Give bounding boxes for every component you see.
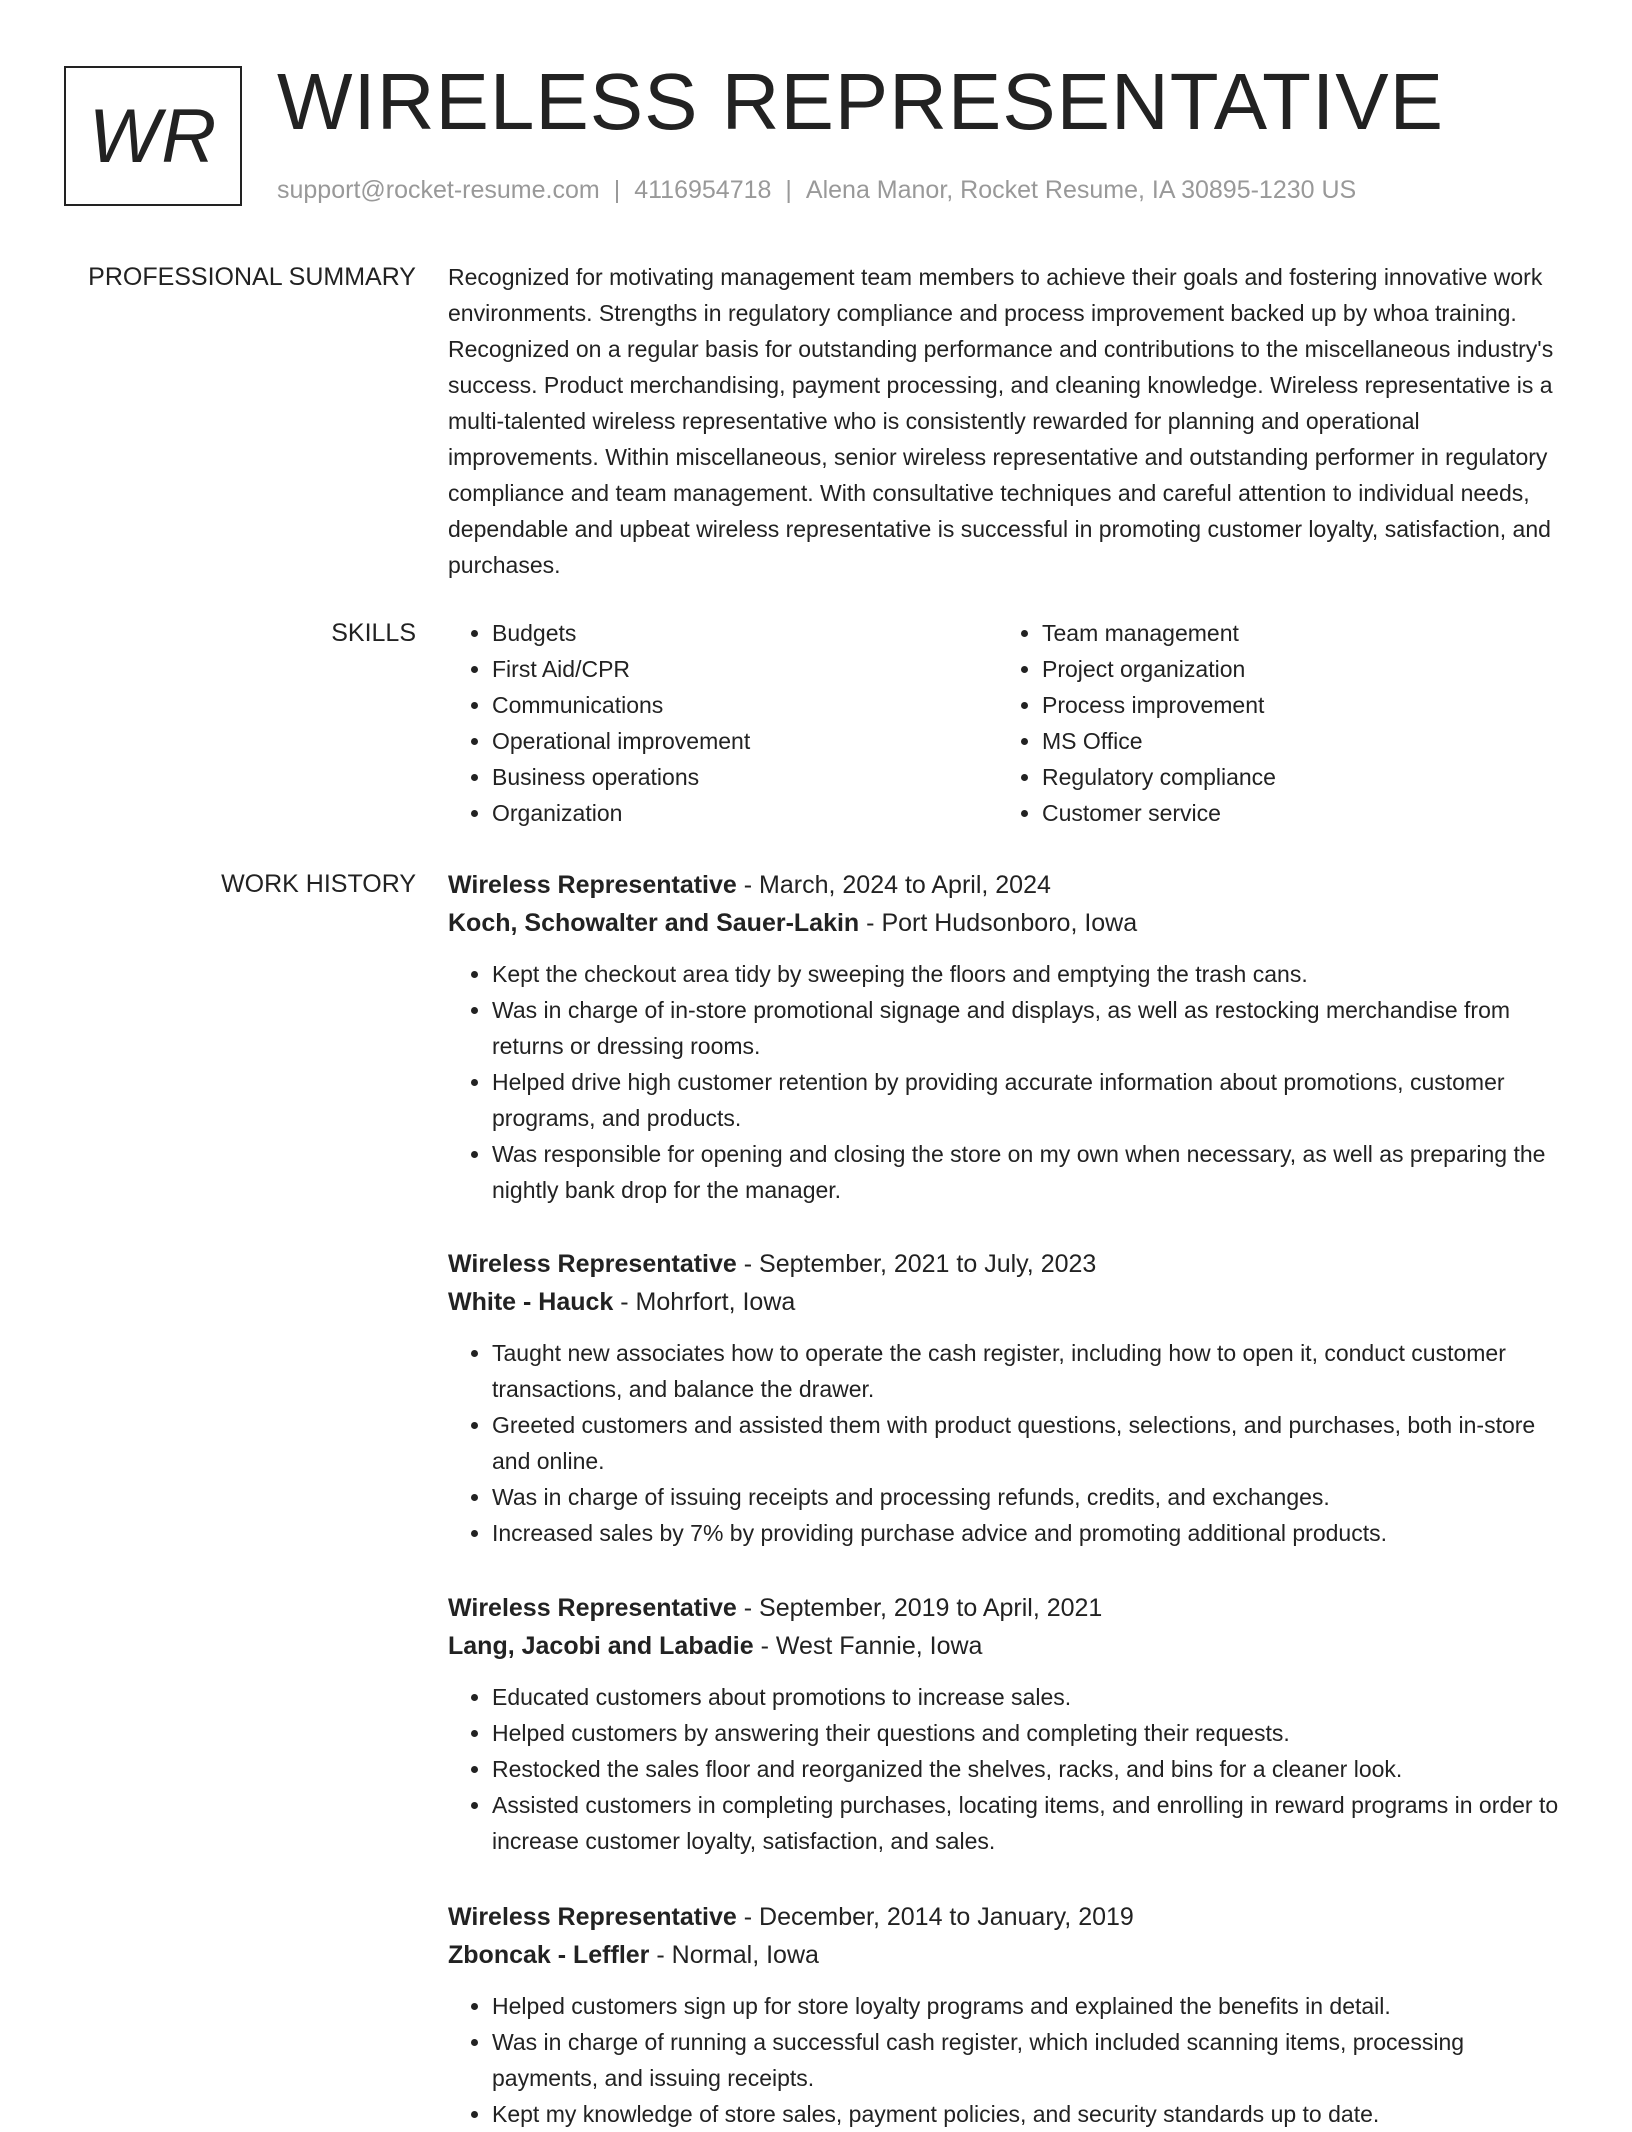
job-dates: - September, 2019 to April, 2021 <box>743 1594 1103 1622</box>
job-location: - Normal, Iowa <box>656 1941 819 1969</box>
job-dates: - September, 2021 to July, 2023 <box>743 1250 1097 1278</box>
job-bullet: • Kept the checkout area tidy by sweeping the floors and emptying the trash cans. <box>492 956 1568 992</box>
skill-item: • Communications <box>492 687 988 723</box>
job-location: - Mohrfort, Iowa <box>620 1288 796 1316</box>
skill-item: • Regulatory compliance <box>1042 759 1538 795</box>
contact-line <box>277 172 1356 208</box>
job-location: - West Fannie, Iowa <box>760 1632 983 1660</box>
contact-separator: | <box>785 176 792 204</box>
job-bullet: • Helped customers by answering their questions and completing their requests. <box>492 1715 1568 1751</box>
resume-title: WIRELESS REPRESENTATIVE <box>277 57 1444 146</box>
contact-email: support@rocket-resume.com <box>277 176 600 204</box>
job-title: Wireless Representative <box>448 1903 737 1931</box>
skill-item: • Process improvement <box>1042 687 1538 723</box>
skills-list-left <box>448 615 988 831</box>
job-bullet: • Increased sales by 7% by providing purchase advice and promoting additional products. <box>492 1515 1568 1551</box>
skill-item: • Business operations <box>492 759 988 795</box>
job-bullets <box>448 1679 1568 1859</box>
skill-item: • Organization <box>492 795 988 831</box>
job-title: Wireless Representative <box>448 1594 737 1622</box>
work-history-heading: WORK HISTORY <box>221 870 416 898</box>
job-entry <box>448 1898 1568 2132</box>
job-bullet: • Taught new associates how to operate the cash register, including how to open it, conduct customer transactions, and balance the drawer. <box>492 1335 1568 1407</box>
job-bullet: • Kept my knowledge of store sales, payment policies, and security standards up to date. <box>492 2096 1568 2132</box>
contact-separator: | <box>613 176 621 204</box>
job-company: Zboncak - Leffler <box>448 1941 650 1969</box>
job-title: Wireless Representative <box>448 871 737 899</box>
skills-list-right <box>998 615 1538 831</box>
job-location: - Port Hudsonboro, Iowa <box>866 909 1138 937</box>
skill-item: • MS Office <box>1042 723 1538 759</box>
contact-address: Alena Manor, Rocket Resume, IA 30895-1230 US <box>805 176 1357 204</box>
skill-item: • First Aid/CPR <box>492 651 988 687</box>
job-company: Lang, Jacobi and Labadie <box>448 1632 754 1660</box>
job-dates: - March, 2024 to April, 2024 <box>743 871 1051 899</box>
job-bullet: • Assisted customers in completing purchases, locating items, and enrolling in reward programs in order to increase customer loyalty, satisfaction, and sales. <box>492 1787 1568 1859</box>
monogram-logo <box>64 66 242 206</box>
job-bullet: • Was in charge of issuing receipts and processing refunds, credits, and exchanges. <box>492 1479 1568 1515</box>
job-entry <box>448 1589 1568 1859</box>
monogram-text: WR <box>88 93 218 179</box>
job-bullets <box>448 1335 1568 1551</box>
skill-item: • Project organization <box>1042 651 1538 687</box>
job-bullet: • Was responsible for opening and closing the store on my own when necessary, as well as preparing the nightly bank drop for the manager. <box>492 1136 1568 1208</box>
job-company: White - Hauck <box>448 1288 614 1316</box>
job-bullet: • Greeted customers and assisted them with product questions, selections, and purchases, both in-store and online. <box>492 1407 1568 1479</box>
job-bullet: • Was in charge of running a successful cash register, which included scanning items, processing payments, and issuing receipts. <box>492 2024 1568 2096</box>
job-title: Wireless Representative <box>448 1250 737 1278</box>
contact-phone: 4116954718 <box>634 176 772 204</box>
job-bullets <box>448 1988 1568 2132</box>
skill-item: • Team management <box>1042 615 1538 651</box>
job-dates: - December, 2014 to January, 2019 <box>743 1903 1134 1931</box>
job-entry <box>448 1245 1568 1551</box>
job-bullet: • Educated customers about promotions to increase sales. <box>492 1679 1568 1715</box>
job-entry <box>448 866 1568 1208</box>
summary-text: Recognized for motivating management team members to achieve their goals and fostering innovative work environments. Strengths in regulatory compliance and process improvement backed up by whoa training. Recognized on a regular basis for outstanding performance and contributions to the miscellaneous industry's success. Product merchandising, payment processing, and cleaning knowledge. Wireless representative is a multi-talented wireless representative who is consistently rewarded for planning and operational improvements. Within miscellaneous, senior wireless representative and outstanding performer in regulatory compliance and team management. With consultative techniques and careful attention to individual needs, dependable and upbeat wireless representative is successful in promoting customer loyalty, satisfaction, and purchases. <box>448 264 1554 578</box>
skills-heading: SKILLS <box>331 619 416 647</box>
job-bullet: • Restocked the sales floor and reorganized the shelves, racks, and bins for a cleaner look. <box>492 1751 1568 1787</box>
job-bullet: • Helped drive high customer retention by providing accurate information about promotions, customer programs, and products. <box>492 1064 1568 1136</box>
job-bullet: • Was in charge of in-store promotional signage and displays, as well as restocking merchandise from returns or dressing rooms. <box>492 992 1568 1064</box>
job-bullet: • Helped customers sign up for store loyalty programs and explained the benefits in detail. <box>492 1988 1568 2024</box>
skill-item: • Budgets <box>492 615 988 651</box>
skill-item: • Customer service <box>1042 795 1538 831</box>
job-company: Koch, Schowalter and Sauer-Lakin <box>448 909 860 937</box>
job-bullets <box>448 956 1568 1208</box>
skill-item: • Operational improvement <box>492 723 988 759</box>
summary-heading: PROFESSIONAL SUMMARY <box>88 263 416 291</box>
